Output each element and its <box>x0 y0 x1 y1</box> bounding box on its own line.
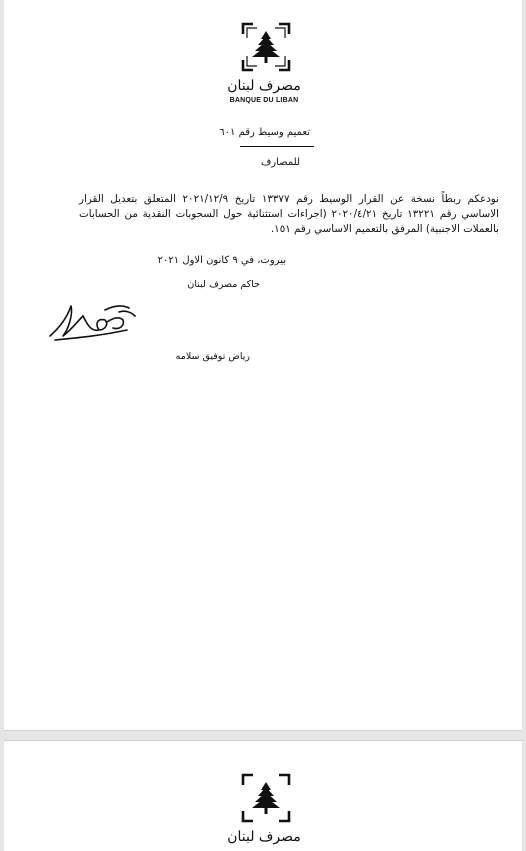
signer-title: حاكم مصرف لبنان <box>187 279 260 290</box>
document-page-1 <box>4 0 522 731</box>
document-page-2 <box>4 740 522 851</box>
body-paragraph: نودعكم ربطاً نسخة عن القرار الوسيط رقم ١٣٣٧٧ تاريخ ٢٠٢١/١٢/٩ المتعلق بتعديل القرار الاساسي رقم ١٣٢٢١ تاريخ ٢٠٢٠/٤/٢١ (اجراءات استثنائية حول السحوبات النقدية من الحسابات بالعملات الاجنبية) المرفق بالتعميم الاساسي رقم ١٥١. <box>79 193 499 235</box>
place-date: بيروت، في ٩ كانون الاول ٢٠٢١ <box>157 255 286 266</box>
cedar-tree-icon <box>241 773 291 823</box>
addressee: للمصارف <box>260 157 300 168</box>
handwritten-signature <box>47 300 142 344</box>
bank-name-arabic: مصرف لبنان <box>227 829 301 845</box>
cedar-tree-icon <box>241 22 291 72</box>
bank-name-french: BANQUE DU LIBAN <box>229 97 299 104</box>
circular-title: تعميم وسيط رقم ٦٠١ <box>219 127 310 138</box>
bank-name-arabic: مصرف لبنان <box>227 78 301 94</box>
title-underline <box>240 146 314 147</box>
signer-name: رياض توفيق سلامه <box>175 351 250 362</box>
